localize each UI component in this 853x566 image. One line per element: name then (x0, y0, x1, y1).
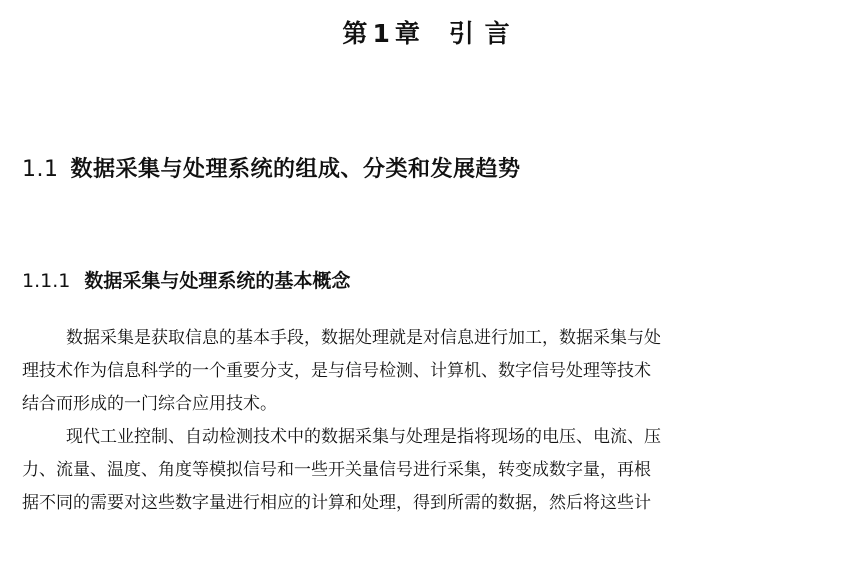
paragraph-1-line-3: 结合而形成的一门综合应用技术。 (22, 394, 277, 414)
paragraph-2-line-1: 现代工业控制、自动检测技术中的数据采集与处理是指将现场的电压、电流、压 (66, 427, 661, 447)
section-number: 1.1 (22, 157, 59, 182)
body-text (22, 322, 812, 520)
paragraph-1-line-2: 理技术作为信息科学的一个重要分支，是与信号检测、计算机、数字信号处理等技术 (22, 361, 651, 381)
chapter-prefix: 第 (342, 19, 369, 48)
section-heading-text: 数据采集与处理系统的组成、分类和发展趋势 (70, 157, 521, 182)
section-heading (22, 152, 521, 183)
chapter-heading-text: 引 言 (448, 19, 511, 48)
chapter-title (0, 14, 853, 50)
subsection-heading-text: 数据采集与处理系统的基本概念 (84, 270, 351, 292)
paragraph-2-line-3: 据不同的需要对这些数字量进行相应的计算和处理，得到所需的数据，然后将这些计 (22, 493, 651, 513)
paragraph-1-line-1: 数据采集是获取信息的基本手段，数据处理就是对信息进行加工，数据采集与处 (66, 328, 661, 348)
chapter-number: 1 (372, 19, 391, 48)
chapter-suffix: 章 (394, 19, 421, 48)
subsection-heading (22, 266, 350, 293)
subsection-number: 1.1.1 (22, 270, 71, 292)
paragraph-2-line-2: 力、流量、温度、角度等模拟信号和一些开关量信号进行采集，转变成数字量，再根 (22, 460, 651, 480)
